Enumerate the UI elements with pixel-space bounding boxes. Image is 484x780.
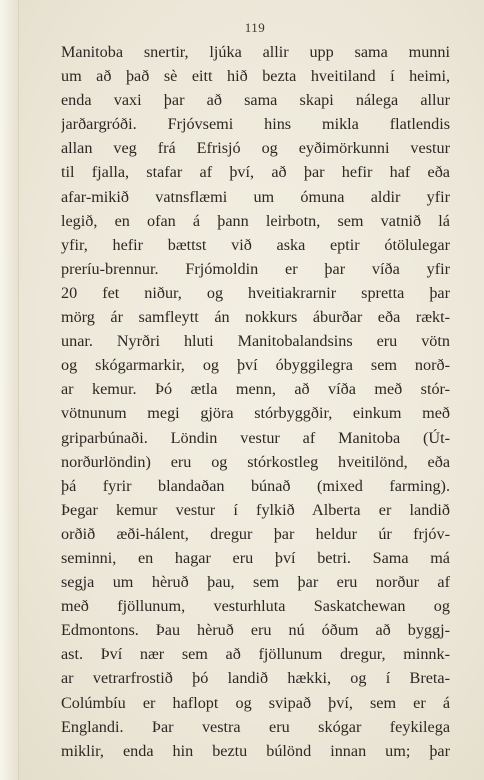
text-line: um að það sè eitt hið bezta hveitiland í heimi, xyxy=(61,67,450,86)
text-line: enda vaxi þar að sama skapi nálega allur xyxy=(61,91,450,110)
text-line: miklir, enda hin beztu búlönd innan um; þar xyxy=(61,741,450,760)
text-line: ar kemur. Þó ætla menn, að víða með stór- xyxy=(61,380,450,399)
text-line: mörg ár samfleytt án nokkurs áburðar eða rækt- xyxy=(61,308,450,327)
text-line: til fjalla, stafar af því, að þar hefir haf eða xyxy=(61,163,450,182)
page-left-edge xyxy=(0,0,19,780)
text-line: yfir, hefir bættst við aska eptir ótölulegar xyxy=(61,235,450,254)
text-line: með fjöllunum, vesturhluta Saskatchewan og xyxy=(61,597,450,616)
text-line: þá fyrir blandaðan búnað (mixed farming). xyxy=(61,476,450,495)
text-line: jarðargróði. Frjóvsemi hins mikla flatlendis xyxy=(61,115,450,134)
text-line: vötnunum megi gjöra stórbyggðir, einkum með xyxy=(61,404,450,423)
text-line: preríu-brennur. Frjómoldin er þar víða yfir xyxy=(61,259,450,278)
text-line: segja um hèruð þau, sem þar eru norður af xyxy=(61,573,450,592)
text-line: legið, en ofan á þann leirbotn, sem vatnið lá xyxy=(61,211,450,230)
text-line: unar. Nyrðri hluti Manitobalandsins eru vötn xyxy=(61,332,450,351)
page-number: 119 xyxy=(244,20,266,35)
text-line: og skógarmarkir, og því óbyggilegra sem norð- xyxy=(61,356,450,375)
text-line: norðurlöndin) eru og stórkostleg hveitilönd, eða xyxy=(61,452,450,471)
text-line: 20 fet niður, og hveitiakrarnir spretta þar xyxy=(61,283,450,302)
text-line: orðið æði-hálent, dregur þar heldur úr frjóv- xyxy=(61,524,450,543)
text-line: Manitoba snertir, ljúka allir upp sama munni xyxy=(61,43,450,61)
text-line: ast. Því nær sem að fjöllunum dregur, minnk- xyxy=(61,645,450,664)
body-text xyxy=(61,40,450,763)
text-line: Englandi. Þar vestra eru skógar feykilega xyxy=(61,717,450,736)
text-line: griparbúnaði. Löndin vestur af Manitoba (Út- xyxy=(61,428,450,447)
text-line: Colúmbíu er haflopt og svipað því, sem er á xyxy=(61,693,450,712)
text-line: afar-mikið vatnsflæmi um ómuna aldir yfir xyxy=(61,187,450,206)
text-line: allan veg frá Efrisjó og eyðimörkunni vestur xyxy=(61,139,450,158)
text-line: Þegar kemur vestur í fylkið Alberta er landið xyxy=(61,500,450,519)
text-line: Edmontons. Þau hèruð eru nú óðum að byggj- xyxy=(61,621,450,640)
text-line: ar vetrarfrostið þó landið hækki, og í Breta- xyxy=(61,669,450,688)
text-line: seminni, en hagar eru því betri. Sama má xyxy=(61,548,450,567)
